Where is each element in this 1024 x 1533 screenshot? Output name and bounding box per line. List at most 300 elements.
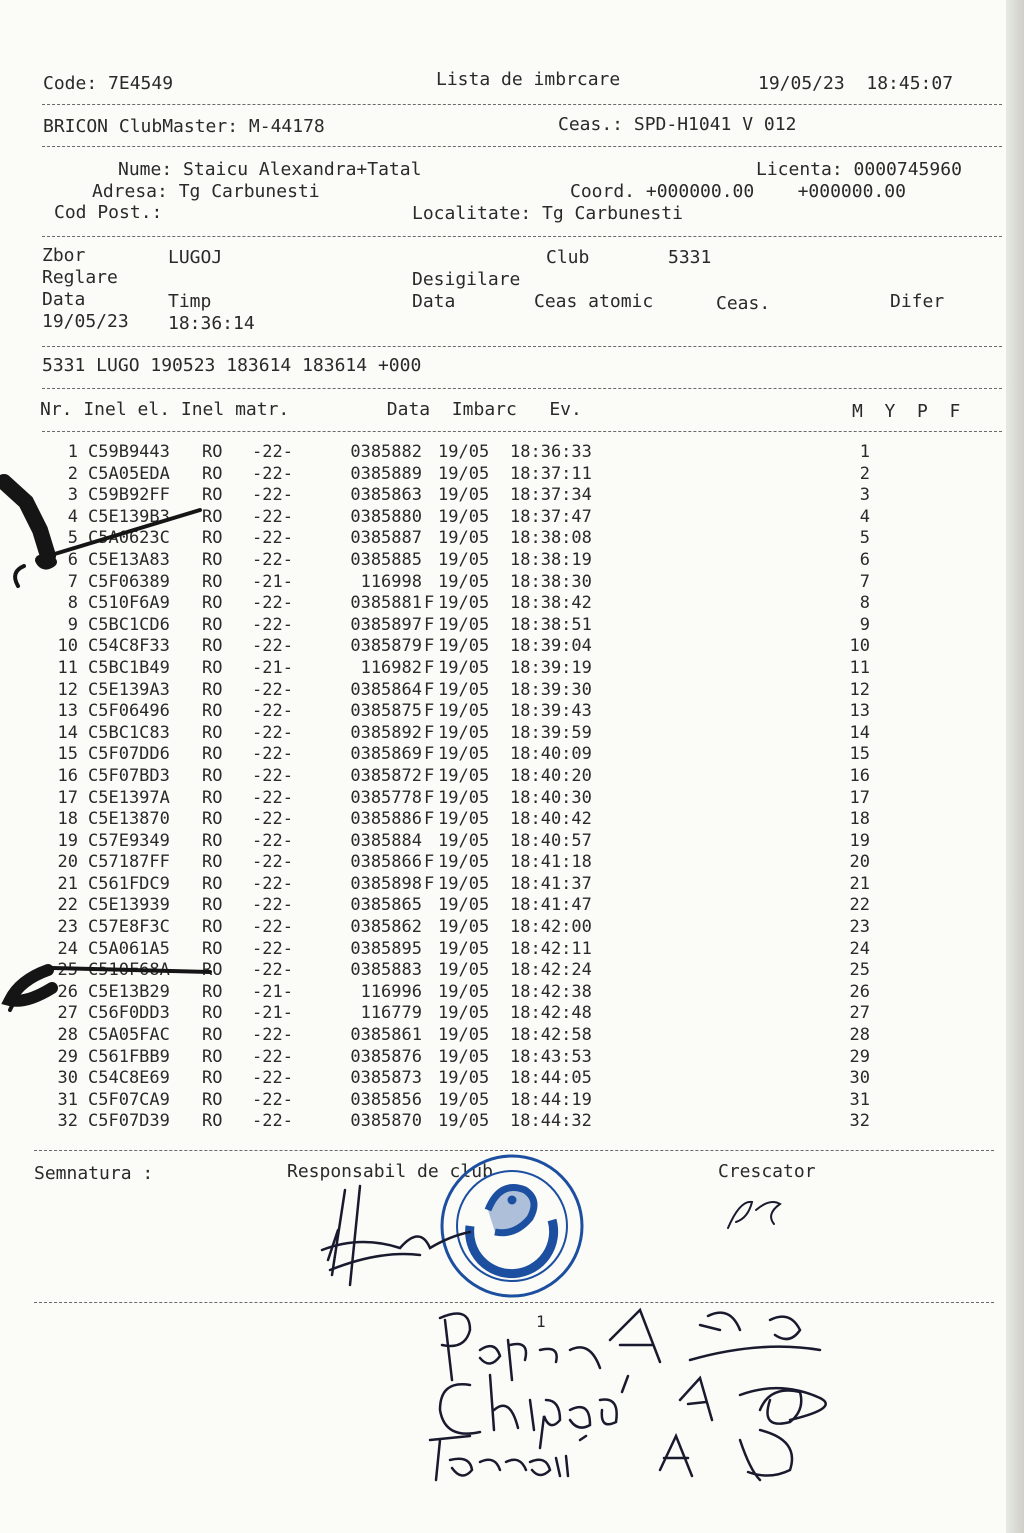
- electronic-ring: C5A061A5: [88, 938, 170, 959]
- ring-number: 0385865: [350, 895, 422, 916]
- electronic-ring: C5F07CA9: [88, 1089, 170, 1110]
- flag-m-count: 2: [859, 463, 870, 484]
- separator-line: [42, 388, 1002, 389]
- row-number: 2: [67, 463, 78, 484]
- separator-line: [42, 104, 1002, 105]
- table-row: [40, 680, 920, 702]
- electronic-ring: C59B92FF: [88, 485, 170, 506]
- flag-m-count: 17: [849, 787, 870, 808]
- entry-time: 18:44:05: [510, 1068, 592, 1089]
- ring-number: 0385889: [350, 463, 422, 484]
- entry-date: 19/05: [438, 1068, 490, 1089]
- country-code: RO: [202, 593, 223, 614]
- table-row: [40, 982, 920, 1004]
- flag-m-count: 12: [849, 679, 870, 700]
- row-number: 9: [67, 614, 78, 635]
- country-code: RO: [202, 571, 223, 592]
- country-code: RO: [202, 787, 223, 808]
- ring-year: -22-: [252, 614, 293, 635]
- electronic-ring: C5F07DD6: [88, 744, 170, 765]
- country-code: RO: [202, 852, 223, 873]
- electronic-ring: C5F06496: [88, 701, 170, 722]
- ring-year: -22-: [252, 744, 293, 765]
- handwritten-names-icon: [430, 1310, 826, 1480]
- ring-year: -22-: [252, 787, 293, 808]
- flag-m-count: 9: [859, 614, 870, 635]
- table-flags-header: M Y P F: [852, 401, 961, 422]
- flag-m-count: 15: [849, 744, 870, 765]
- ring-number: 0385882: [350, 442, 422, 462]
- entry-time: 18:39:30: [510, 679, 592, 700]
- entry-date: 19/05: [438, 1089, 490, 1110]
- entry-date: 19/05: [438, 657, 490, 678]
- electronic-ring: C54C8E69: [88, 1068, 170, 1089]
- ring-number: 0385856: [350, 1089, 422, 1110]
- table-row: [40, 852, 920, 874]
- code-label: Code: 7E4549: [43, 73, 174, 94]
- ring-year: -22-: [252, 765, 293, 786]
- ring-number: 0385876: [350, 1046, 422, 1067]
- female-flag: F: [424, 873, 435, 894]
- table-row: [40, 593, 920, 615]
- flag-m-count: 3: [859, 485, 870, 506]
- entry-date: 19/05: [438, 571, 490, 592]
- country-code: RO: [202, 528, 223, 549]
- flag-m-count: 25: [849, 960, 870, 981]
- ring-number: 0385898: [350, 873, 422, 894]
- flag-m-count: 23: [849, 917, 870, 938]
- flight-summary: 5331 LUGO 190523 183614 183614 +000: [42, 355, 422, 376]
- row-number: 15: [57, 744, 78, 765]
- electronic-ring: C5E139A3: [88, 679, 170, 700]
- ring-year: -22-: [252, 960, 293, 981]
- clubmaster-label: BRICON ClubMaster: M-44178: [43, 116, 325, 137]
- pigeon-list: [40, 442, 920, 1133]
- separator-line: [34, 1302, 994, 1303]
- flag-m-count: 8: [859, 593, 870, 614]
- flag-m-count: 10: [849, 636, 870, 657]
- ring-year: -21-: [252, 657, 293, 678]
- electronic-ring: C57187FF: [88, 852, 170, 873]
- entry-time: 18:38:08: [510, 528, 592, 549]
- ring-number: 0385892: [350, 722, 422, 743]
- row-number: 21: [57, 873, 78, 894]
- entry-time: 18:42:24: [510, 960, 592, 981]
- country-code: RO: [202, 485, 223, 506]
- entry-time: 18:41:37: [510, 873, 592, 894]
- owner-address: Adresa: Tg Carbunesti: [92, 181, 320, 202]
- ring-year: -22-: [252, 442, 293, 462]
- table-row: [40, 766, 920, 788]
- table-row: [40, 701, 920, 723]
- ring-year: -22-: [252, 506, 293, 527]
- entry-date: 19/05: [438, 852, 490, 873]
- ring-year: -22-: [252, 1089, 293, 1110]
- table-row: [40, 636, 920, 658]
- signature-label: Semnatura :: [34, 1163, 154, 1184]
- flag-m-count: 6: [859, 549, 870, 570]
- electronic-ring: C5F07BD3: [88, 765, 170, 786]
- row-number: 20: [57, 852, 78, 873]
- table-row: [40, 788, 920, 810]
- ring-number: 0385880: [350, 506, 422, 527]
- flag-m-count: 1: [859, 442, 870, 462]
- row-number: 3: [67, 485, 78, 506]
- table-row: [40, 939, 920, 961]
- flag-m-count: 28: [849, 1025, 870, 1046]
- country-code: RO: [202, 1068, 223, 1089]
- zbor-label: Zbor: [42, 245, 86, 266]
- table-row: [40, 485, 920, 507]
- female-flag: F: [424, 744, 435, 765]
- country-code: RO: [202, 830, 223, 851]
- entry-time: 18:38:30: [510, 571, 592, 592]
- document-title: Lista de imbrcare: [436, 69, 621, 90]
- ring-number: 0385884: [350, 830, 422, 851]
- female-flag: F: [424, 722, 435, 743]
- female-flag: F: [424, 593, 435, 614]
- table-row: [40, 550, 920, 572]
- ring-year: -22-: [252, 1025, 293, 1046]
- electronic-ring: C561FDC9: [88, 873, 170, 894]
- electronic-ring: C5BC1CD6: [88, 614, 170, 635]
- country-code: RO: [202, 873, 223, 894]
- row-number: 31: [57, 1089, 78, 1110]
- country-code: RO: [202, 701, 223, 722]
- entry-date: 19/05: [438, 1025, 490, 1046]
- ring-number: 116996: [360, 981, 422, 1002]
- desigilare-label: Desigilare: [412, 269, 521, 290]
- entry-date: 19/05: [438, 765, 490, 786]
- female-flag: F: [424, 614, 435, 635]
- entry-time: 18:42:38: [510, 981, 592, 1002]
- electronic-ring: C561FBB9: [88, 1046, 170, 1067]
- entry-time: 18:40:42: [510, 809, 592, 830]
- entry-date: 19/05: [438, 722, 490, 743]
- row-number: 8: [67, 593, 78, 614]
- table-row: [40, 1003, 920, 1025]
- entry-time: 18:38:42: [510, 593, 592, 614]
- country-code: RO: [202, 744, 223, 765]
- table-row: [40, 809, 920, 831]
- electronic-ring: C5BC1C83: [88, 722, 170, 743]
- entry-time: 18:40:30: [510, 787, 592, 808]
- entry-date: 19/05: [438, 1046, 490, 1067]
- electronic-ring: C5A0623C: [88, 528, 170, 549]
- flag-m-count: 26: [849, 981, 870, 1002]
- entry-time: 18:39:04: [510, 636, 592, 657]
- flag-m-count: 11: [849, 657, 870, 678]
- ring-number: 0385863: [350, 485, 422, 506]
- club-responsible-label: Responsabil de club: [287, 1161, 493, 1182]
- entry-time: 18:43:53: [510, 1046, 592, 1067]
- electronic-ring: C5E1397A: [88, 787, 170, 808]
- row-number: 19: [57, 830, 78, 851]
- electronic-ring: C5A05FAC: [88, 1025, 170, 1046]
- female-flag: F: [424, 701, 435, 722]
- country-code: RO: [202, 657, 223, 678]
- entry-date: 19/05: [438, 917, 490, 938]
- entry-date: 19/05: [438, 549, 490, 570]
- table-row: [40, 1025, 920, 1047]
- ring-number: 0385869: [350, 744, 422, 765]
- ring-year: -22-: [252, 593, 293, 614]
- table-row: [40, 507, 920, 529]
- separator-line: [34, 1150, 994, 1151]
- data-label: Data: [42, 289, 86, 310]
- electronic-ring: C5BC1B49: [88, 657, 170, 678]
- electronic-ring: C59B9443: [88, 442, 170, 462]
- row-number: 11: [57, 657, 78, 678]
- ring-number: 0385885: [350, 549, 422, 570]
- row-number: 29: [57, 1046, 78, 1067]
- electronic-ring: C5E13870: [88, 809, 170, 830]
- table-row: [40, 572, 920, 594]
- entry-date: 19/05: [438, 528, 490, 549]
- row-number: 6: [67, 549, 78, 570]
- country-code: RO: [202, 809, 223, 830]
- row-number: 32: [57, 1111, 78, 1132]
- ring-year: -22-: [252, 873, 293, 894]
- flag-m-count: 14: [849, 722, 870, 743]
- ring-number: 0385870: [350, 1111, 422, 1132]
- electronic-ring: C5E13B29: [88, 981, 170, 1002]
- table-row: [40, 1111, 920, 1133]
- electronic-ring: C57E8F3C: [88, 917, 170, 938]
- row-number: 23: [57, 917, 78, 938]
- row-number: 25: [57, 960, 78, 981]
- entry-date: 19/05: [438, 895, 490, 916]
- row-number: 28: [57, 1025, 78, 1046]
- table-row: [40, 615, 920, 637]
- entry-time: 18:36:33: [510, 442, 592, 462]
- female-flag: F: [424, 636, 435, 657]
- table-row: [40, 960, 920, 982]
- entry-date: 19/05: [438, 506, 490, 527]
- entry-date: 19/05: [438, 614, 490, 635]
- club-value: 5331: [668, 247, 712, 268]
- ring-year: -22-: [252, 679, 293, 700]
- electronic-ring: C5A05EDA: [88, 463, 170, 484]
- flag-m-count: 24: [849, 938, 870, 959]
- ring-year: -22-: [252, 809, 293, 830]
- flag-m-count: 16: [849, 765, 870, 786]
- entry-date: 19/05: [438, 809, 490, 830]
- entry-time: 18:42:00: [510, 917, 592, 938]
- ring-year: -22-: [252, 852, 293, 873]
- reglare-time: 18:36:14: [168, 313, 255, 334]
- table-row: [40, 528, 920, 550]
- ring-number: 0385862: [350, 917, 422, 938]
- entry-time: 18:38:51: [510, 614, 592, 635]
- country-code: RO: [202, 938, 223, 959]
- separator-line: [42, 236, 1002, 237]
- country-code: RO: [202, 636, 223, 657]
- data-label-2: Data: [412, 291, 456, 312]
- entry-date: 19/05: [438, 485, 490, 506]
- country-code: RO: [202, 679, 223, 700]
- female-flag: F: [424, 787, 435, 808]
- table-row: [40, 1047, 920, 1069]
- ring-year: -21-: [252, 981, 293, 1002]
- flag-m-count: 31: [849, 1089, 870, 1110]
- table-row: [40, 464, 920, 486]
- entry-time: 18:39:59: [510, 722, 592, 743]
- electronic-ring: C54C8F33: [88, 636, 170, 657]
- flag-m-count: 5: [859, 528, 870, 549]
- ring-year: -22-: [252, 549, 293, 570]
- row-number: 18: [57, 809, 78, 830]
- entry-time: 18:44:32: [510, 1111, 592, 1132]
- breeder-label: Crescator: [718, 1161, 816, 1182]
- entry-date: 19/05: [438, 938, 490, 959]
- ring-year: -22-: [252, 1068, 293, 1089]
- ring-year: -22-: [252, 636, 293, 657]
- flag-m-count: 32: [849, 1111, 870, 1132]
- ring-number: 0385866: [350, 852, 422, 873]
- table-row: [40, 917, 920, 939]
- table-row: [40, 874, 920, 896]
- entry-time: 18:38:19: [510, 549, 592, 570]
- ring-year: -22-: [252, 938, 293, 959]
- country-code: RO: [202, 442, 223, 462]
- country-code: RO: [202, 895, 223, 916]
- row-number: 22: [57, 895, 78, 916]
- ring-year: -22-: [252, 1111, 293, 1132]
- entry-date: 19/05: [438, 1111, 490, 1132]
- ring-year: -22-: [252, 1046, 293, 1067]
- entry-date: 19/05: [438, 830, 490, 851]
- entry-date: 19/05: [438, 787, 490, 808]
- electronic-ring: C5F06389: [88, 571, 170, 592]
- entry-date: 19/05: [438, 744, 490, 765]
- country-code: RO: [202, 1111, 223, 1132]
- female-flag: F: [424, 765, 435, 786]
- female-flag: F: [424, 657, 435, 678]
- row-number: 16: [57, 765, 78, 786]
- ring-year: -22-: [252, 917, 293, 938]
- ring-year: -22-: [252, 895, 293, 916]
- ring-number: 0385883: [350, 960, 422, 981]
- electronic-ring: C5E13A83: [88, 549, 170, 570]
- electronic-ring: C510F6A9: [88, 593, 170, 614]
- entry-time: 18:41:18: [510, 852, 592, 873]
- row-number: 24: [57, 938, 78, 959]
- row-number: 14: [57, 722, 78, 743]
- row-number: 10: [57, 636, 78, 657]
- ring-year: -22-: [252, 701, 293, 722]
- country-code: RO: [202, 614, 223, 635]
- ring-number: 0385879: [350, 636, 422, 657]
- table-row: [40, 442, 920, 464]
- ring-year: -21-: [252, 1003, 293, 1024]
- ceas-label: Ceas.: SPD-H1041 V 012: [558, 114, 797, 135]
- coordinates: Coord. +000000.00 +000000.00: [570, 181, 906, 202]
- entry-date: 19/05: [438, 1003, 490, 1024]
- paper-edge-shadow: [1006, 0, 1024, 1533]
- zbor-value: LUGOJ: [168, 247, 223, 268]
- electronic-ring: C5E13939: [88, 895, 170, 916]
- ring-number: 0385873: [350, 1068, 422, 1089]
- row-number: 5: [67, 528, 78, 549]
- entry-time: 18:39:43: [510, 701, 592, 722]
- country-code: RO: [202, 1046, 223, 1067]
- club-label: Club: [546, 247, 590, 268]
- electronic-ring: C5F07D39: [88, 1111, 170, 1132]
- country-code: RO: [202, 463, 223, 484]
- electronic-ring: C5E139B3: [88, 506, 170, 527]
- electronic-ring: C57E9349: [88, 830, 170, 851]
- country-code: RO: [202, 722, 223, 743]
- ring-number: 0385875: [350, 701, 422, 722]
- table-row: [40, 723, 920, 745]
- ring-number: 0385864: [350, 679, 422, 700]
- female-flag: F: [424, 852, 435, 873]
- entry-date: 19/05: [438, 593, 490, 614]
- ring-number: 0385895: [350, 938, 422, 959]
- row-number: 17: [57, 787, 78, 808]
- row-number: 4: [67, 506, 78, 527]
- row-number: 7: [67, 571, 78, 592]
- entry-time: 18:42:11: [510, 938, 592, 959]
- license-number: Licenta: 0000745960: [756, 159, 962, 180]
- timp-label: Timp: [168, 291, 212, 312]
- table-row: [40, 831, 920, 853]
- difer-label: Difer: [890, 291, 945, 312]
- ring-number: 0385861: [350, 1025, 422, 1046]
- table-row: [40, 1090, 920, 1112]
- ring-year: -22-: [252, 830, 293, 851]
- row-number: 12: [57, 679, 78, 700]
- separator-line: [42, 146, 1002, 147]
- ring-year: -22-: [252, 528, 293, 549]
- ring-year: -22-: [252, 463, 293, 484]
- country-code: RO: [202, 506, 223, 527]
- row-number: 13: [57, 701, 78, 722]
- country-code: RO: [202, 765, 223, 786]
- entry-time: 18:44:19: [510, 1089, 592, 1110]
- entry-date: 19/05: [438, 636, 490, 657]
- page-number: 1: [536, 1312, 546, 1331]
- table-row: [40, 744, 920, 766]
- ring-number: 0385897: [350, 614, 422, 635]
- flag-m-count: 19: [849, 830, 870, 851]
- flag-m-count: 21: [849, 873, 870, 894]
- responsible-signature-icon: [322, 1186, 470, 1285]
- country-code: RO: [202, 981, 223, 1002]
- ring-number: 116982: [360, 657, 422, 678]
- ring-number: 116779: [360, 1003, 422, 1024]
- owner-name: Nume: Staicu Alexandra+Tatal: [118, 159, 422, 180]
- flag-m-count: 4: [859, 506, 870, 527]
- female-flag: F: [424, 809, 435, 830]
- ring-number: 0385881: [350, 593, 422, 614]
- entry-time: 18:37:34: [510, 485, 592, 506]
- flag-m-count: 27: [849, 1003, 870, 1024]
- flag-m-count: 18: [849, 809, 870, 830]
- entry-time: 18:39:19: [510, 657, 592, 678]
- ring-year: -22-: [252, 485, 293, 506]
- row-number: 30: [57, 1068, 78, 1089]
- flag-m-count: 20: [849, 852, 870, 873]
- flag-m-count: 29: [849, 1046, 870, 1067]
- row-number: 26: [57, 981, 78, 1002]
- table-row: [40, 1068, 920, 1090]
- table-row: [40, 895, 920, 917]
- row-number: 27: [57, 1003, 78, 1024]
- breeder-signature-icon: [728, 1202, 780, 1228]
- entry-date: 19/05: [438, 679, 490, 700]
